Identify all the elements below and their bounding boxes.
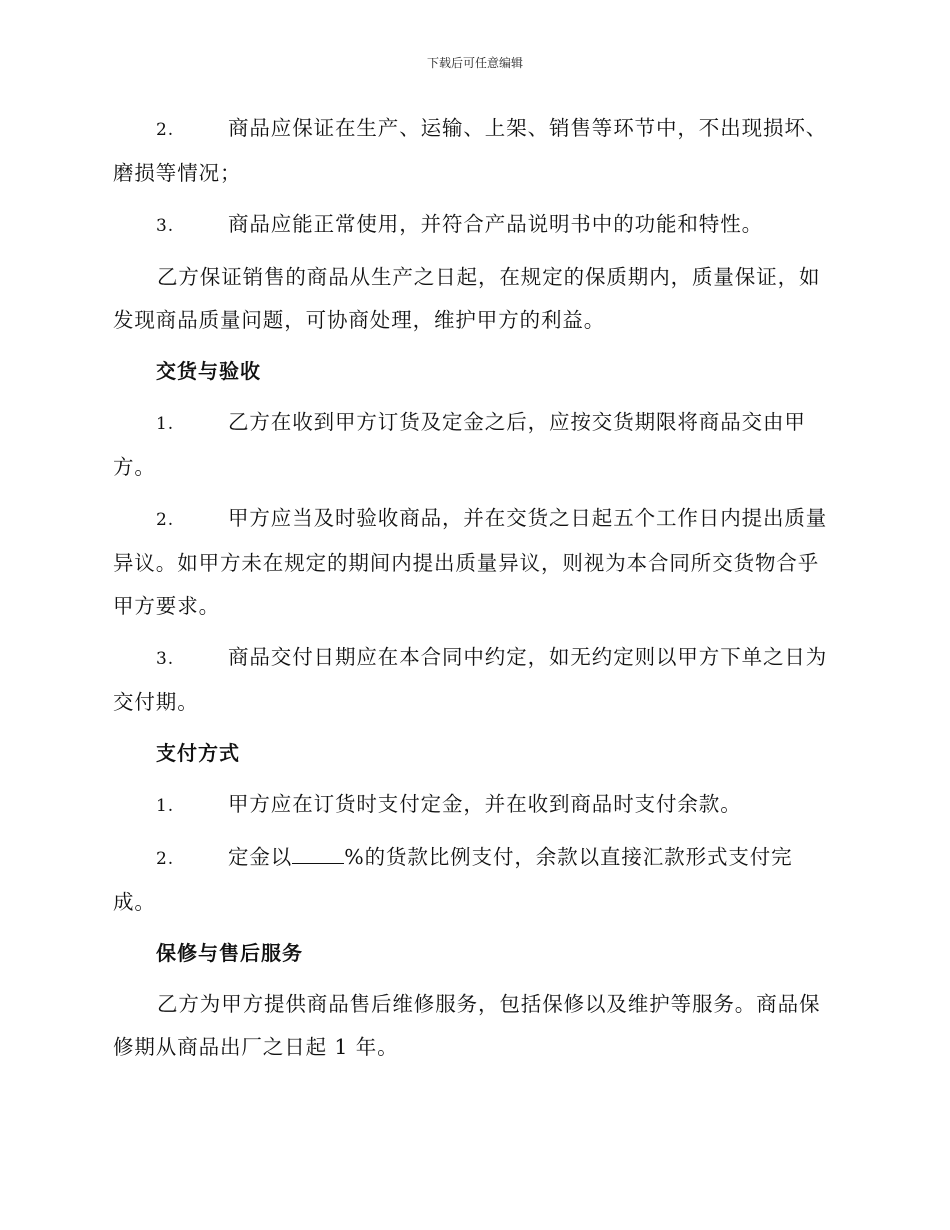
item-text-after-blank: %的货款比例支付，余款以直接汇款形式支付完成。 [113,845,793,914]
item-number: 1. [156,796,175,816]
item-number: 3. [156,649,175,669]
quality-item-3 [113,203,833,248]
section-heading-payment: 支付方式 [156,741,240,765]
delivery-item-2 [113,497,833,628]
item-number: 2. [156,510,175,530]
item-text-before-blank: 定金以 [228,845,293,869]
item-number: 2. [156,849,175,869]
item-text: 商品应能正常使用，并符合产品说明书中的功能和特性。 [228,212,763,236]
page-header: 下载后可任意编辑 [426,56,523,70]
warranty-paragraph: 乙方为甲方提供商品售后维修服务，包括保修以及维护等服务。商品保修期从商品出厂之日起 1 年。 [113,992,821,1059]
quality-guarantee-paragraph: 乙方保证销售的商品从生产之日起，在规定的保质期内，质量保证，如发现商品质量问题，可协商处理，维护甲方的利益。 [113,265,821,332]
section-heading-delivery: 交货与验收 [156,359,261,383]
item-text: 甲方应在订货时支付定金，并在收到商品时支付余款。 [228,792,742,816]
payment-item-1 [113,783,833,828]
item-number: 1. [156,414,175,434]
document-body [113,107,833,1077]
item-number: 3. [156,216,175,236]
item-text: 商品交付日期应在本合同中约定，如无约定则以甲方下单之日为交付期。 [113,645,828,714]
fill-in-blank [292,845,344,864]
item-text: 商品应保证在生产、运输、上架、销售等环节中，不出现损坏、磨损等情况； [113,116,828,185]
item-number: 2. [156,120,175,140]
section-heading-warranty: 保修与售后服务 [156,941,303,965]
item-text: 甲方应当及时验收商品，并在交货之日起五个工作日内提出质量异议。如甲方未在规定的期间内提出质量异议，则视为本合同所交货物合乎甲方要求。 [113,506,828,618]
item-text: 乙方在收到甲方订货及定金之后，应按交货期限将商品交由甲方。 [113,410,806,479]
payment-item-2 [113,836,833,924]
delivery-item-1 [113,401,833,489]
quality-item-2 [113,107,833,195]
delivery-item-3 [113,636,833,724]
